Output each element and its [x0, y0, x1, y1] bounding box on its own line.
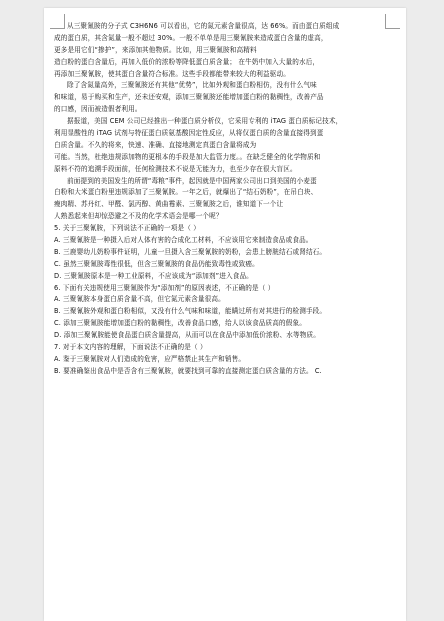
text-line: 瘦肉精、苏丹红、甲醛、氯丙醇、黄曲霉素、三聚氰胺之后，谁知道下一个让: [54, 200, 284, 209]
text-line: 成的蛋白质，其含氮量一般不超过 30%。一般不单单是用三聚氰胺来造成蛋白含量的虚高，: [54, 33, 328, 42]
text-line: 除了含氮量高外，三聚氰胺还有其他“优势”，比如外观和蛋白粉相仿，没有什么气味: [67, 81, 317, 90]
text-line: 利用显酸性的 iTAG 试剂与特征蛋白质氨基酸因定性反应，从将仅蛋白质的含量直接得到蛋: [54, 129, 324, 138]
text-line: 再添加三聚氰胺，使其蛋白含量符合标准。这些手段都能带来较大的利益驱动。: [54, 69, 291, 78]
text-line: 从三聚氰胺的分子式 C3H6N6 可以看出，它的氮元素含量很高，达 66%。而由蛋白质组成: [67, 22, 340, 30]
text-line: 据报道，美国 CEM 公司已经推出一种蛋白质分析仪，它采用专利的 iTAG 蛋白质标记技术，: [67, 117, 343, 126]
text-line: 5. 关于三聚氰胺，下列说法不正确的一项是（ ）: [54, 224, 200, 233]
text-line: D. 三聚氰胺原本是一种工业原料，不应该成为“添加剂”进入食品。: [54, 271, 253, 280]
text-line: 7. 对于本文内容的理解，下面说法不正确的是（ ）: [54, 343, 207, 352]
text-line: 的口感，因而被造假者利用。: [54, 105, 142, 114]
text-line: C. 添加三聚氰胺能增加蛋白粉的黏稠性，改善食品口感，给人以该食品质高的假象。: [54, 319, 307, 328]
text-line: 可能。当然，杜绝违规添加物的更根本的手段是加大监管力度。。在缺乏健全的化学物质和: [54, 152, 321, 161]
text-line: A. 鉴于三聚氰胺对人们造成的危害，应严格禁止其生产和销售。: [54, 354, 246, 363]
text-line: 更多是用它们“掺护”，来添加其他物质。比如，用三聚氰胺和高精料: [54, 45, 257, 54]
text-line: 和味道，易于购买和生产，还未还安观，添加三聚氰胺还能增加蛋白粉的黏稠性，改善产品: [54, 93, 324, 102]
text-line: C. 虽然三聚氰胺毒性很低，但含三聚氰胺的食品仍能致毒性或致癌。: [54, 259, 259, 268]
text-line: 人熟悉起来但却惊恐避之不及的化学术语会是哪一个呢？: [54, 212, 223, 221]
text-line: D. 添加三聚氰胺能使食品蛋白质含量提高，从而可以在食品中添加低价浓粉、水等物质。: [54, 331, 320, 340]
document-page: [44, 8, 406, 621]
text-line: 前面提到的美国发生的所谓“毒粮”事件，起因就是中国两家公司出口到美国的小麦蛋: [67, 176, 317, 185]
text-line: B. 要准确鉴出食品中是否含有三聚氰胺，就要找到可靠的直接测定蛋白质含量的方法。 C.: [54, 366, 322, 375]
text-line: 白粉和大米蛋白粉里违规添加了三聚氰胺。一年之后，就爆出了“结石奶粉”，在吊白块、: [54, 188, 318, 197]
text-line: 原料不符的追溯手段面前，任何检测技术不说是无能为力，也至少存在很大盲区。: [54, 164, 297, 173]
document-body: [54, 21, 396, 378]
text-line: 6. 下面有关违规使用三聚氰胺作为“添加剂”的原因表述，不正确的是（ ）: [54, 283, 275, 292]
text-line: 白质含量。不久的将来，快速、准确、直接地测定真蛋白含量将成为: [54, 140, 257, 149]
text-line: A. 三聚氰胺是一种摄入后对人体有害的合成化工材料，不应该用它来制造食品或食品。: [54, 236, 313, 245]
text-line: A. 三聚氰胺本身蛋白质含量不高，但它氮元素含量很高。: [54, 295, 225, 304]
text-line: B. 三鹿婴幼儿奶粉事件证明，儿童一旦摄入含三聚氰胺的奶粉，会患上膀胱结石或肾结石。: [54, 247, 327, 256]
text-line: B. 三聚氰胺外观和蛋白粉相似，又没有什么气味和味道，能瞒过所有对其进行的检测手段。: [54, 307, 327, 316]
text-line: 造白粉的蛋白含量后，再加入低价的浓粉等降低蛋白质含量； 在牛奶中加入大量的水后，: [54, 57, 320, 66]
